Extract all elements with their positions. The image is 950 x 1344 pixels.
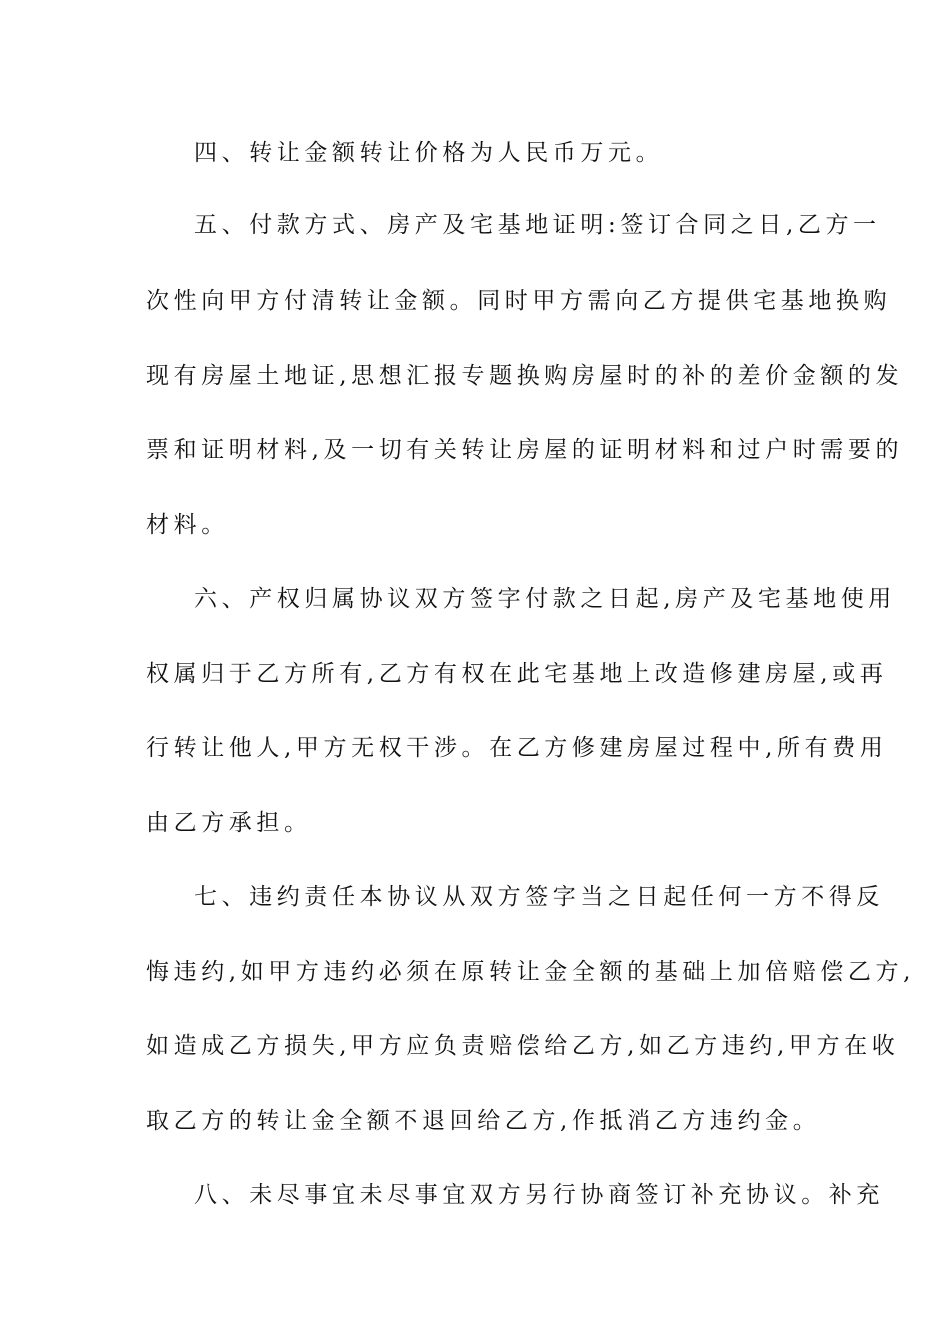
paragraph-line: 材料。 bbox=[146, 512, 229, 538]
paragraph-line: 如造成乙方损失,甲方应负责赔偿给乙方,如乙方违约,甲方在收 bbox=[146, 1033, 900, 1059]
paragraph-line: 票和证明材料,及一切有关转让房屋的证明材料和过户时需要的 bbox=[146, 437, 904, 463]
paragraph-line: 现有房屋土地证,思想汇报专题换购房屋时的补的差价金额的发 bbox=[146, 363, 904, 389]
paragraph-line: 取乙方的转让金全额不退回给乙方,作抵消乙方违约金。 bbox=[146, 1108, 821, 1134]
paragraph-line: 六、产权归属协议双方签字付款之日起,房产及宅基地使用 bbox=[194, 586, 896, 612]
paragraph-line: 权属归于乙方所有,乙方有权在此宅基地上改造修建房屋,或再 bbox=[146, 661, 888, 687]
paragraph-line: 次性向甲方付清转让金额。同时甲方需向乙方提供宅基地换购 bbox=[146, 288, 892, 314]
paragraph-line: 悔违约,如甲方违约必须在原转让金全额的基础上加倍赔偿乙方, bbox=[146, 959, 916, 985]
paragraph-line: 七、违约责任本协议从双方签字当之日起任何一方不得反 bbox=[194, 884, 884, 910]
paragraph-line: 八、未尽事宜未尽事宜双方另行协商签订补充协议。补充 bbox=[194, 1182, 884, 1208]
paragraph-line: 四、转让金额转让价格为人民币万元。 bbox=[194, 140, 664, 166]
paragraph-line: 由乙方承担。 bbox=[146, 810, 312, 836]
paragraph-line: 五、付款方式、房产及宅基地证明:签订合同之日,乙方一 bbox=[194, 212, 881, 238]
paragraph-line: 行转让他人,甲方无权干涉。在乙方修建房屋过程中,所有费用 bbox=[146, 735, 888, 761]
